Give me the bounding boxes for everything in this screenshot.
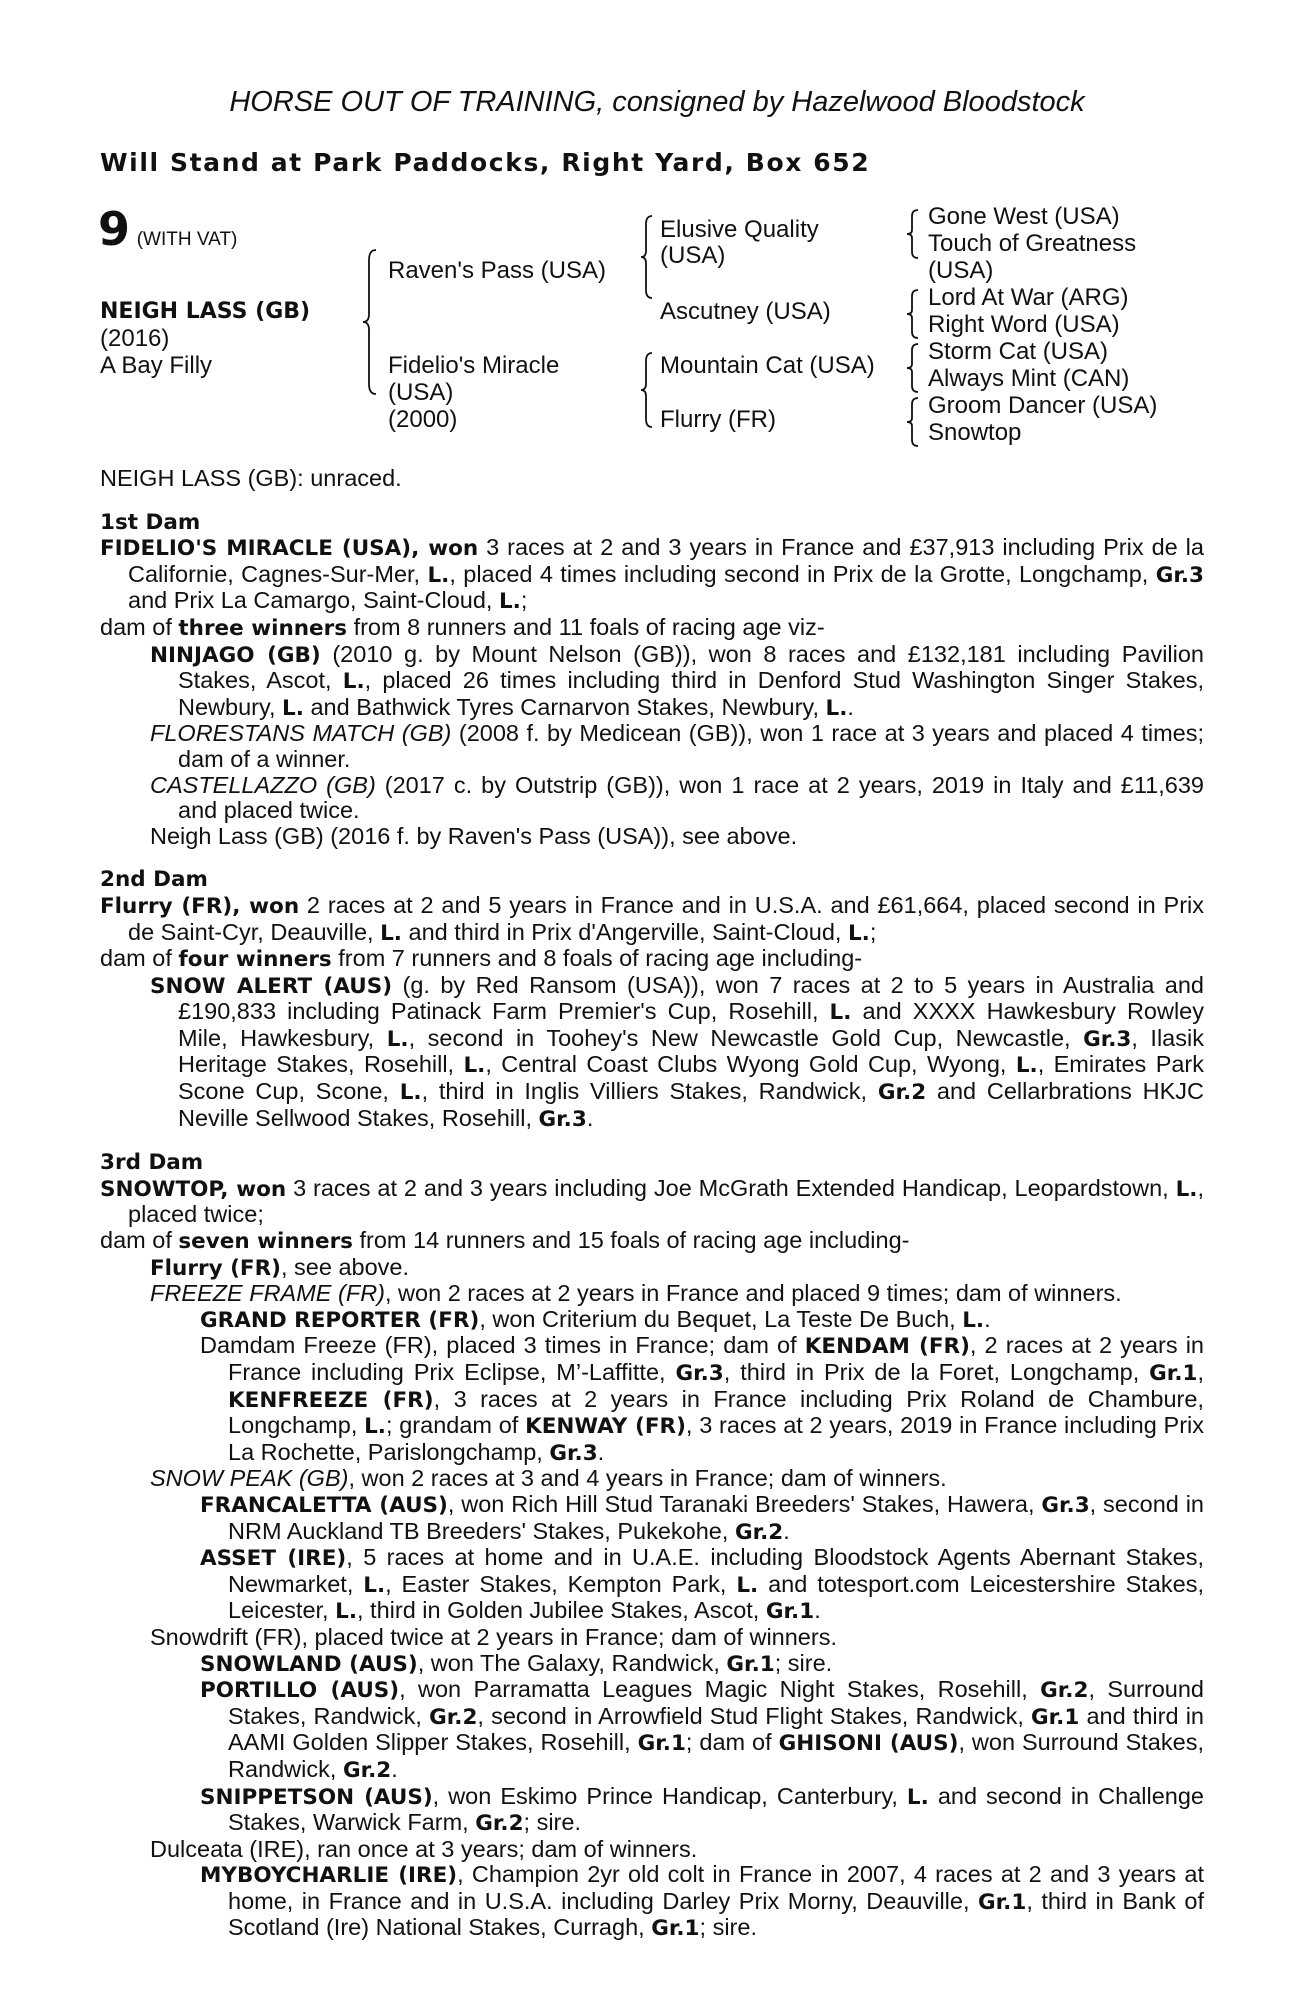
text-run: (2010 g. by Mount Nelson (GB)), won 8 races and £132,181 including Pavilion Stakes, Ascot, <box>178 640 1204 694</box>
text-run: , Ilasik Heritage Stakes, Rosehill, <box>178 1024 1204 1078</box>
pedigree-ssd-line2: (USA) <box>928 257 994 284</box>
text-run: , Central Coast Clubs Wyong Gold Cup, Wyong, <box>485 1051 1016 1078</box>
text-run: Gr.1 <box>1031 1704 1080 1730</box>
text-run: , Emirates Park Scone Cup, Scone, <box>178 1051 1205 1105</box>
first-dam-produce <box>100 615 1204 642</box>
text-run: , second in NRM Auckland TB Breeders' Stakes, Pukekohe, <box>228 1490 1204 1544</box>
text-run: L. <box>463 1053 486 1079</box>
text-run: Gr.2 <box>734 1519 784 1545</box>
pedigree-dam-sire: Mountain Cat (USA) <box>660 352 875 379</box>
portillo-entry <box>100 1677 1204 1783</box>
text-run: . <box>847 693 854 720</box>
text-run: L. <box>386 1026 409 1052</box>
third-dam-produce <box>100 1228 1204 1255</box>
text-run: and Bathwick Tyres Carnarvon Stakes, Newbury, <box>303 693 826 720</box>
freeze-frame-entry <box>100 1281 1204 1307</box>
text-run: , won 2 races at 2 years in France and placed 9 times; dam of winners. <box>385 1280 1122 1307</box>
text-run: , won The Galaxy, Randwick, <box>417 1649 727 1676</box>
text-run: . <box>586 1104 594 1131</box>
pedigree-sss: Gone West (USA) <box>928 203 1120 230</box>
text-run: L. <box>906 1784 929 1810</box>
text-run: , placed 26 times including third in Denford Stud Washington Singer Stakes, Newbury, <box>178 667 1205 720</box>
stand-location: Will Stand at Park Paddocks, Right Yard, Box 652 <box>100 148 871 177</box>
text-run: Gr.2 <box>342 1757 392 1783</box>
text-run: SNOW ALERT (AUS) <box>150 973 393 999</box>
text-run: Gr.3 <box>538 1106 587 1132</box>
text-run: Gr.3 <box>1041 1492 1090 1518</box>
text-run: 3 races at 2 and 3 years in France and £37,913 including Prix de la Californie, Cagnes-Sur-Mer, <box>128 534 1204 587</box>
text-run: L. <box>427 562 450 588</box>
pedigree-ddd: Snowtop <box>928 419 1022 446</box>
text-run: SNOW PEAK (GB) <box>150 1465 349 1492</box>
florestans-entry <box>100 721 1204 772</box>
text-run: Gr.1 <box>637 1731 686 1757</box>
text-run: GRAND REPORTER (FR) <box>200 1307 480 1333</box>
pedigree-brace-4 <box>906 208 920 260</box>
text-run: Damdam Freeze (FR), placed 3 times in France; dam of <box>200 1332 805 1359</box>
pedigree-dds: Groom Dancer (USA) <box>928 392 1158 419</box>
neigh-lass-entry: Neigh Lass (GB) (2016 f. by Raven's Pass (USA)), see above. <box>150 822 798 849</box>
text-run: Flurry (FR), won <box>100 893 300 919</box>
text-run: L. <box>962 1307 985 1333</box>
text-run: PORTILLO (AUS) <box>200 1678 400 1704</box>
text-run: Gr.3 <box>549 1440 598 1466</box>
pedigree-sire-sire-line2: (USA) <box>660 242 726 269</box>
text-run: L. <box>736 1572 759 1598</box>
text-run: FLORESTANS MATCH (GB) <box>150 720 452 747</box>
pedigree-dam-line3: (2000) <box>388 406 458 433</box>
text-run: dam of <box>100 613 179 640</box>
text-run: , won Parramatta Leagues Magic Night Stakes, Rosehill, <box>399 1676 1041 1703</box>
text-run: , Champion 2yr old colt in France in 2007, 4 races at 2 and 3 years at home, in France and in U.S.A. including Darley Prix Morny, Deauville, <box>228 1861 1204 1914</box>
text-run: ; <box>520 587 528 614</box>
pedigree-ssd-line1: Touch of Greatness <box>928 230 1137 257</box>
text-run: ; dam of <box>685 1729 779 1756</box>
pedigree-dsd: Always Mint (CAN) <box>928 365 1130 392</box>
text-run: Gr.2 <box>429 1704 478 1730</box>
text-run: SNOWTOP, won <box>100 1176 287 1202</box>
text-run: , see above. <box>280 1253 410 1280</box>
text-run: CASTELLAZZO (GB) <box>150 771 376 798</box>
pedigree-brace-5 <box>906 288 920 340</box>
text-run: , won Eskimo Prince Handicap, Canterbury, <box>432 1782 907 1809</box>
snow-peak-entry <box>100 1466 1204 1492</box>
pedigree-dss: Storm Cat (USA) <box>928 338 1109 365</box>
lot-number-line <box>98 202 238 256</box>
text-run: , <box>1197 1359 1204 1385</box>
text-run: . <box>391 1755 398 1782</box>
first-dam-heading: 1st Dam <box>100 509 201 535</box>
pedigree-sire-sire-line1: Elusive Quality <box>660 216 819 243</box>
unraced-line: NEIGH LASS (GB): unraced. <box>100 465 402 491</box>
snowdrift-entry: Snowdrift (FR), placed twice at 2 years in France; dam of winners. <box>150 1623 837 1650</box>
text-run: from 8 runners and 11 foals of racing age viz- <box>347 613 825 640</box>
text-run: 2 races at 2 and 5 years in France and in U.S.A. and £61,664, placed second in Prix de Saint-Cyr, Deauville, <box>128 891 1204 945</box>
text-run: Gr.2 <box>475 1811 524 1837</box>
pedigree-sds: Lord At War (ARG) <box>928 284 1129 311</box>
text-run: L. <box>380 920 402 946</box>
text-run: NINJAGO (GB) <box>150 642 321 668</box>
text-run: L. <box>399 1080 422 1106</box>
text-run: SNOWLAND (AUS) <box>200 1651 418 1677</box>
text-run: , third in Golden Jubilee Stakes, Ascot, <box>357 1597 766 1624</box>
text-run: L. <box>1175 1176 1198 1202</box>
text-run: , third in Prix de la Foret, Longchamp, <box>723 1359 1150 1385</box>
text-run: L. <box>498 589 521 615</box>
text-run: , placed 4 times including second in Prix de la Grotte, Longchamp, <box>449 560 1156 587</box>
text-run: , won Surround Stakes, Randwick, <box>228 1729 1204 1782</box>
flurry-entry <box>100 1255 1204 1282</box>
text-run: Gr.1 <box>978 1889 1027 1915</box>
text-run: Gr.1 <box>726 1651 775 1677</box>
text-run: (g. by Red Ransom (USA)), won 7 races at 2 to 5 years in Australia and £190,833 including Patinack Farm Premier's Cup, Rosehill, <box>178 971 1205 1025</box>
text-run: , third in Inglis Villiers Stakes, Randwick, <box>421 1078 878 1105</box>
text-run: L. <box>363 1572 386 1598</box>
text-run: seven winners <box>178 1229 353 1255</box>
text-run: ; sire. <box>523 1809 581 1836</box>
second-dam-record <box>100 893 1204 946</box>
horse-year: (2016) <box>100 325 170 352</box>
text-run: (2017 c. by Outstrip (GB)), won 1 race at 2 years, 2019 in Italy and £11,639 and placed twice. <box>178 771 1204 824</box>
text-run: Gr.1 <box>651 1916 700 1942</box>
text-run: FREEZE FRAME (FR) <box>150 1280 385 1307</box>
text-run: L. <box>829 1000 852 1026</box>
pedigree-dam-line1: Fidelio's Miracle <box>388 352 560 379</box>
damdam-freeze-entry <box>100 1333 1204 1466</box>
text-run: L. <box>335 1599 357 1625</box>
text-run: , won 2 races at 3 and 4 years in France; dam of winners. <box>348 1465 947 1492</box>
text-run: and third in Prix d'Angerville, Saint-Cloud, <box>401 918 848 945</box>
text-run: . <box>783 1517 790 1544</box>
pedigree-sdd: Right Word (USA) <box>928 311 1120 338</box>
text-run: , won Rich Hill Stud Taranaki Breeders' Stakes, Hawera, <box>447 1490 1042 1517</box>
text-run: and totesport.com Leicestershire Stakes, Leicester, <box>228 1570 1205 1624</box>
text-run: FRANCALETTA (AUS) <box>200 1492 448 1518</box>
text-run: , Surround Stakes, Randwick, <box>228 1676 1205 1729</box>
myboycharlie-entry <box>100 1862 1204 1942</box>
dulceata-entry: Dulceata (IRE), ran once at 3 years; dam of winners. <box>150 1835 698 1862</box>
text-run: . <box>597 1438 605 1465</box>
pedigree-brace-6 <box>906 342 920 394</box>
text-run: Flurry (FR) <box>150 1255 281 1281</box>
text-run: Gr.2 <box>1040 1678 1089 1704</box>
text-run: three winners <box>178 615 348 641</box>
text-run: and Cellarbrations HKJC Neville Sellwood Stakes, Rosehill, <box>178 1078 1204 1131</box>
text-run: , placed twice; <box>128 1174 1204 1228</box>
pedigree-dam-line2: (USA) <box>388 379 454 406</box>
text-run: ; <box>869 918 877 945</box>
pedigree-brace-1 <box>362 248 378 396</box>
text-run: L. <box>282 695 304 721</box>
text-run: , 5 races at home and in U.A.E. including Bloodstock Agents Abernant Stakes, Newmarket, <box>228 1544 1205 1597</box>
horse-description: A Bay Filly <box>100 352 213 379</box>
text-run: Gr.1 <box>765 1599 815 1625</box>
text-run: dam of <box>100 1227 179 1254</box>
text-run: , 3 races at 2 years, 2019 in France including Prix La Rochette, Parislongchamp, <box>228 1412 1205 1465</box>
snow-alert-entry <box>100 973 1204 1133</box>
text-run: SNIPPETSON (AUS) <box>200 1784 433 1810</box>
text-run: FIDELIO'S MIRACLE (USA), won <box>100 536 479 562</box>
text-run: KENDAM (FR) <box>804 1334 970 1360</box>
text-run: Gr.1 <box>1149 1361 1198 1386</box>
text-run: and Prix La Camargo, Saint-Cloud, <box>128 587 499 614</box>
text-run: 3 races at 2 and 3 years including Joe McGrath Extended Handicap, Leopardstown, <box>286 1174 1176 1201</box>
text-run: , 3 races at 2 years in France including Prix Roland de Chambure, Longchamp, <box>228 1385 1204 1439</box>
text-run: four winners <box>178 947 332 973</box>
second-dam-produce <box>100 946 1204 973</box>
pedigree-brace-3 <box>640 351 654 429</box>
asset-entry <box>100 1545 1204 1625</box>
text-run: . <box>814 1597 821 1624</box>
text-run: Gr.3 <box>675 1361 724 1386</box>
text-run: and second in Challenge Stakes, Warwick Farm, <box>228 1782 1204 1836</box>
text-run: . <box>984 1305 991 1332</box>
text-run: GHISONI (AUS) <box>778 1731 959 1757</box>
text-run: ; sire. <box>774 1649 833 1676</box>
text-run: from 14 runners and 15 foals of racing age including- <box>352 1227 910 1254</box>
vat-note: (WITH VAT) <box>136 229 238 250</box>
pedigree-notes <box>100 466 1204 1942</box>
horse-name: NEIGH LASS (GB) <box>100 299 311 324</box>
castellazzo-entry <box>100 773 1204 824</box>
third-dam-record <box>100 1176 1204 1228</box>
lot-number: 9 <box>98 202 131 256</box>
text-run: ; sire. <box>699 1914 757 1941</box>
text-run: , second in Arrowfield Stud Flight Stakes, Randwick, <box>477 1702 1031 1729</box>
text-run: Gr.2 <box>877 1080 927 1106</box>
snippetson-entry <box>100 1784 1204 1837</box>
text-run: MYBOYCHARLIE (IRE) <box>200 1863 458 1889</box>
pedigree-sire-dam: Ascutney (USA) <box>660 298 831 325</box>
text-run: Gr.3 <box>1155 562 1204 588</box>
ninjago-entry <box>100 642 1204 722</box>
text-run: , third in Bank of Scotland (Ire) National Stakes, Curragh, <box>228 1887 1204 1941</box>
text-run: L. <box>825 695 848 721</box>
text-run: L. <box>1015 1053 1038 1079</box>
text-run: from 7 runners and 8 foals of racing age including- <box>331 945 863 972</box>
text-run: KENFREEZE (FR) <box>228 1387 434 1413</box>
text-run: , won Criterium du Bequet, La Teste De Buch, <box>479 1305 963 1332</box>
grand-reporter-entry <box>100 1307 1204 1334</box>
second-dam-heading: 2nd Dam <box>100 867 208 893</box>
text-run: L. <box>364 1414 386 1440</box>
pedigree-brace-7 <box>906 396 920 448</box>
snowland-entry <box>100 1651 1204 1678</box>
first-dam-record <box>100 535 1204 615</box>
pedigree-sire: Raven's Pass (USA) <box>388 257 606 284</box>
text-run: and third in AAMI Golden Slipper Stakes, Rosehill, <box>228 1702 1204 1756</box>
text-run: ASSET (IRE) <box>200 1546 347 1572</box>
page-title: HORSE OUT OF TRAINING, consigned by Hazelwood Bloodstock <box>229 86 1085 118</box>
text-run: Gr.3 <box>1083 1026 1132 1052</box>
text-run: , second in Toohey's New Newcastle Gold Cup, Newcastle, <box>408 1024 1084 1051</box>
text-run: KENWAY (FR) <box>525 1414 686 1440</box>
text-run: ; grandam of <box>385 1412 526 1439</box>
text-run: , 2 races at 2 years in France including Prix Eclipse, M’-Laffitte, <box>228 1332 1204 1385</box>
text-run: L. <box>342 669 365 695</box>
francaletta-entry <box>100 1492 1204 1545</box>
text-run: and XXXX Hawkesbury Rowley Mile, Hawkesbury, <box>178 998 1204 1051</box>
text-run: dam of <box>100 945 179 972</box>
third-dam-heading: 3rd Dam <box>100 1150 204 1176</box>
text-run: , Easter Stakes, Kempton Park, <box>385 1570 737 1597</box>
pedigree-dam-dam: Flurry (FR) <box>660 406 776 433</box>
text-run: L. <box>847 920 870 946</box>
text-run: (2008 f. by Medicean (GB)), won 1 race at 3 years and placed 4 times; dam of a winner. <box>178 720 1204 772</box>
pedigree-brace-2 <box>640 214 654 300</box>
